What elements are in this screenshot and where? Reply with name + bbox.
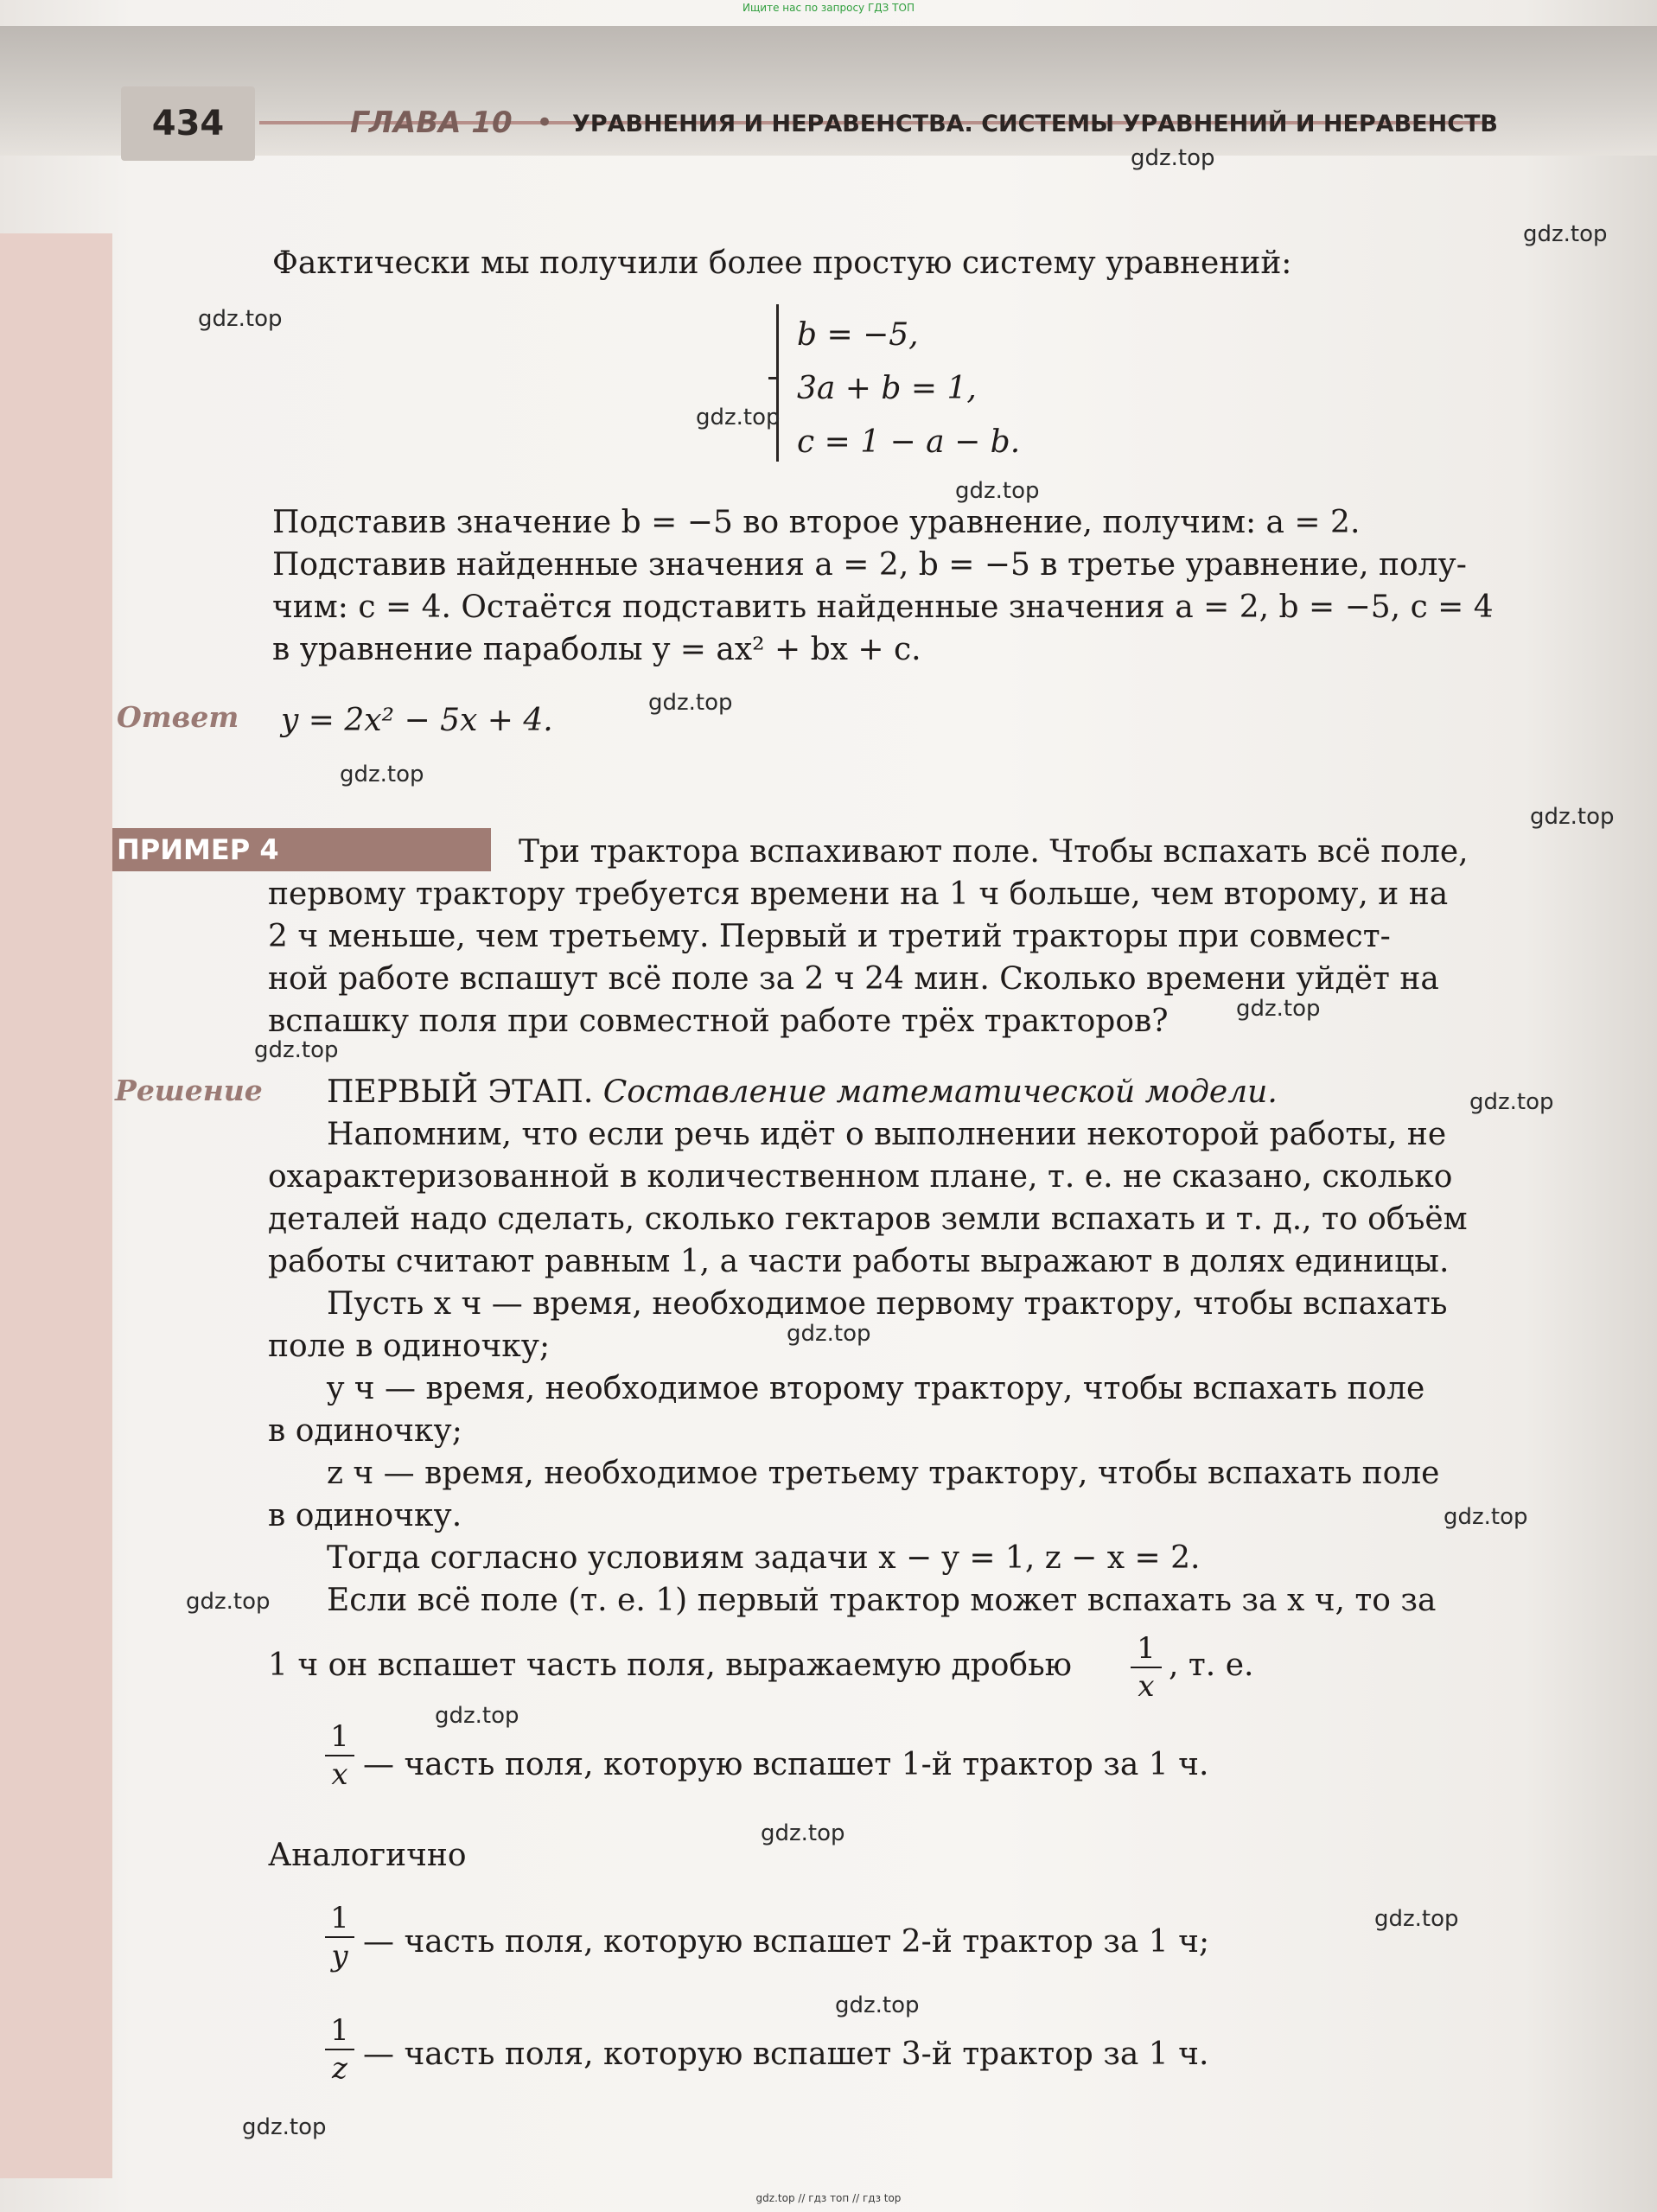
- solution-text: поле в одиночку;: [268, 1329, 551, 1364]
- fraction-explanation: — часть поля, которую вспашет 1-й трактор за 1 ч.: [363, 1747, 1209, 1782]
- system-equation-2: 3a + b = 1,: [797, 371, 977, 406]
- answer-label: Ответ: [117, 700, 239, 734]
- fraction-1-over-x: 1 x: [1131, 1632, 1162, 1703]
- watermark: gdz.top: [254, 1037, 339, 1063]
- system-equation-1: b = −5,: [797, 317, 919, 353]
- watermark: gdz.top: [1523, 221, 1608, 247]
- solution-text: Пусть x ч — время, необходимое первому трактору, чтобы вспахать: [327, 1286, 1448, 1322]
- watermark: gdz.top: [1374, 1906, 1459, 1932]
- example-text: первому трактору требуется времени на 1 ч больше, чем второму, и на: [268, 877, 1449, 912]
- watermark: gdz.top: [1236, 996, 1321, 1022]
- solution-text: в одиночку;: [268, 1413, 462, 1449]
- watermark: gdz.top: [761, 1820, 845, 1846]
- chapter-separator-dot: •: [536, 105, 554, 140]
- example-text: 2 ч меньше, чем третьему. Первый и третий тракторы при совмест-: [268, 919, 1391, 954]
- page-number: 434: [121, 86, 255, 161]
- fraction-1-over-x: 1 x: [325, 1720, 354, 1791]
- text-line: чим: c = 4. Остаётся подставить найденные значения a = 2, b = −5, c = 4: [272, 590, 1494, 625]
- solution-text: , т. е.: [1169, 1648, 1254, 1683]
- solution-label: Решение: [115, 1074, 263, 1107]
- fraction-explanation: — часть поля, которую вспашет 2-й трактор за 1 ч;: [363, 1924, 1210, 1960]
- solution-text: деталей надо сделать, сколько гектаров земли вспахать и т. д., то объём: [268, 1202, 1468, 1237]
- solution-text: 1 ч он вспашет часть поля, выражаемую дробью: [268, 1648, 1073, 1683]
- watermark: gdz.top: [340, 762, 424, 787]
- example-text: ной работе вспашут всё поле за 2 ч 24 мин. Сколько времени уйдёт на: [268, 961, 1439, 997]
- chapter-title: УРАВНЕНИЯ И НЕРАВЕНСТВА. СИСТЕМЫ УРАВНЕНИЙ И НЕРАВЕНСТВ: [572, 111, 1499, 137]
- solution-text: работы считают равным 1, а части работы выражают в долях единицы.: [268, 1244, 1450, 1279]
- watermark: gdz.top: [835, 1992, 920, 2018]
- watermark: gdz.top: [648, 690, 733, 716]
- solution-text: Если всё поле (т. е. 1) первый трактор может вспахать за x ч, то за: [327, 1583, 1437, 1618]
- stage-title: ПЕРВЫЙ ЭТАП.: [327, 1074, 594, 1110]
- text-line: в уравнение параболы y = ax² + bx + c.: [272, 632, 921, 667]
- example-label: ПРИМЕР 4: [112, 828, 491, 871]
- watermark: gdz.top: [1131, 145, 1215, 171]
- example-text: Три трактора вспахивают поле. Чтобы вспахать всё поле,: [519, 834, 1469, 870]
- top-search-hint[interactable]: Ищите нас по запросу ГДЗ ТОП: [742, 2, 915, 14]
- fraction-1-over-y: 1 y: [325, 1902, 354, 1973]
- watermark: gdz.top: [435, 1703, 519, 1729]
- watermark: gdz.top: [242, 2114, 327, 2140]
- text-line: Подставив значение b = −5 во второе уравнение, получим: a = 2.: [272, 505, 1361, 540]
- watermark: gdz.top: [787, 1321, 871, 1347]
- left-margin-band: [0, 233, 112, 2178]
- watermark: gdz.top: [1530, 804, 1615, 830]
- solution-text: y ч — время, необходимое второму трактору, чтобы вспахать поле: [327, 1371, 1425, 1406]
- solution-text: охарактеризованной в количественном плане, т. е. не сказано, сколько: [268, 1159, 1453, 1195]
- watermark: gdz.top: [1444, 1504, 1528, 1530]
- system-equation-3: c = 1 − a − b.: [797, 424, 1021, 460]
- answer-formula: y = 2x² − 5x + 4.: [281, 703, 553, 738]
- chapter-number: ГЛАВА 10: [350, 105, 513, 140]
- system-brace: [776, 304, 791, 462]
- solution-text: Напомним, что если речь идёт о выполнении некоторой работы, не: [327, 1117, 1447, 1152]
- watermark: gdz.top: [186, 1589, 271, 1615]
- solution-text: z ч — время, необходимое третьему трактору, чтобы вспахать поле: [327, 1456, 1440, 1491]
- solution-text: в одиночку.: [268, 1498, 462, 1533]
- solution-text: Тогда согласно условиям задачи x − y = 1, z − x = 2.: [327, 1540, 1201, 1576]
- stage-subtitle: Составление математической модели.: [602, 1074, 1278, 1110]
- solution-text: Аналогично: [268, 1838, 467, 1873]
- watermark: gdz.top: [198, 306, 283, 332]
- bottom-site-link[interactable]: gdz.top // гдз топ // гдз top: [755, 2192, 902, 2204]
- text-line: Подставив найденные значения a = 2, b = −5 в третье уравнение, полу-: [272, 547, 1467, 583]
- text-line: Фактически мы получили более простую систему уравнений:: [272, 245, 1292, 281]
- fraction-explanation: — часть поля, которую вспашет 3-й трактор за 1 ч.: [363, 2037, 1209, 2072]
- stage-heading: [327, 1074, 1278, 1112]
- watermark: gdz.top: [1469, 1089, 1554, 1115]
- watermark: gdz.top: [955, 478, 1040, 504]
- fraction-1-over-z: 1 z: [325, 2014, 354, 2085]
- watermark: gdz.top: [696, 405, 781, 430]
- example-text: вспашку поля при совместной работе трёх тракторов?: [268, 1004, 1169, 1039]
